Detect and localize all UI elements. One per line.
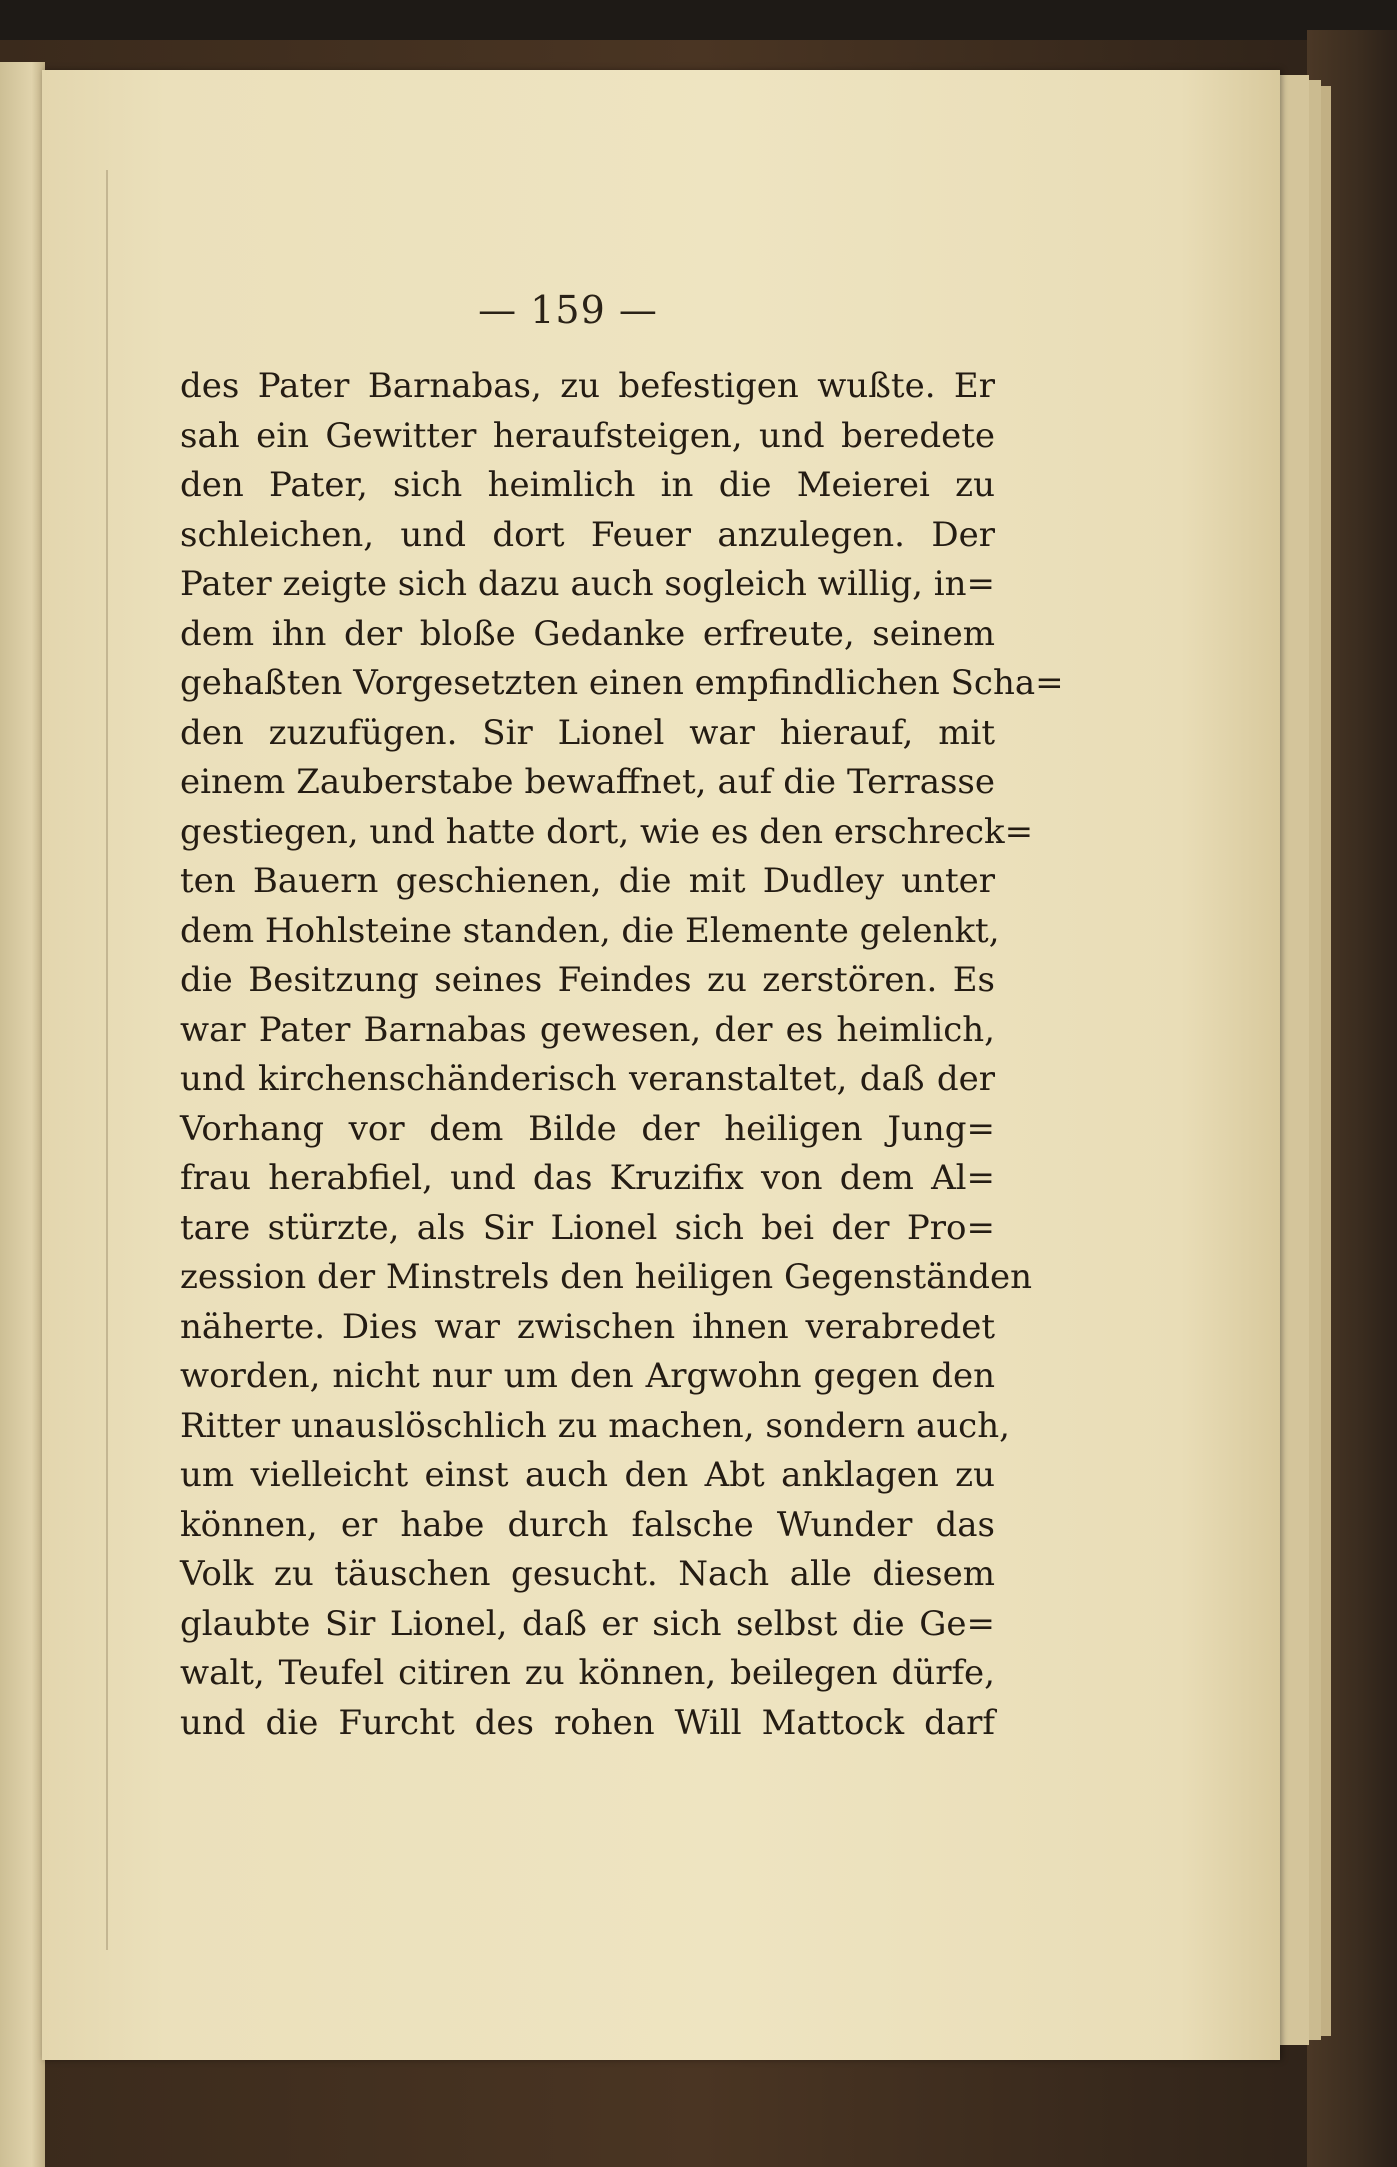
text-line: Ritter unauslöschlich zu machen, sondern auch,: [180, 1405, 1010, 1446]
text-line: walt, Teufel citiren zu können, beilegen dürfe,: [180, 1653, 995, 1693]
text-line: tare stürzte, als Sir Lionel sich bei der Pro=: [180, 1207, 995, 1248]
text-line: war Pater Barnabas gewesen, der es heimlich,: [180, 1009, 995, 1050]
text-line: worden, nicht nur um den Argwohn gegen den: [180, 1356, 995, 1396]
text-line: sah ein Gewitter heraufsteigen, und beredete: [180, 415, 995, 456]
text-line: dem ihn der bloße Gedanke erfreute, seinem: [180, 613, 995, 654]
page-number: — 159 —: [478, 288, 658, 332]
text-line: gehaßten Vorgesetzten einen empfindlichen Scha=: [180, 663, 1064, 703]
text-line: des Pater Barnabas, zu befestigen wußte. Er: [180, 366, 995, 406]
text-line: die Besitzung seines Feindes zu zerstören. Es: [180, 960, 995, 1000]
text-line: den zuzufügen. Sir Lionel war hierauf, mit: [180, 712, 995, 753]
text-line: den Pater, sich heimlich in die Meierei zu: [180, 465, 995, 505]
gutter-shadow: [106, 170, 108, 1950]
text-line: um vielleicht einst auch den Abt anklagen zu: [180, 1455, 995, 1495]
text-line: können, er habe durch falsche Wunder das: [180, 1504, 995, 1545]
text-line: frau herabfiel, und das Kruzifix von dem Al=: [180, 1158, 995, 1198]
text-line: gestiegen, und hatte dort, wie es den erschreck=: [180, 811, 1034, 852]
text-line: glaubte Sir Lionel, daß er sich selbst die Ge=: [180, 1603, 995, 1644]
text-line: und die Furcht des rohen Will Mattock darf: [180, 1702, 995, 1743]
facing-page-edge: [0, 62, 45, 2167]
text-line: Volk zu täuschen gesucht. Nach alle diesem: [180, 1554, 995, 1594]
body-text: [180, 362, 1064, 1748]
text-line: Vorhang vor dem Bilde der heiligen Jung=: [180, 1108, 995, 1149]
text-line: dem Hohlsteine standen, die Elemente gelenkt,: [180, 910, 1000, 951]
text-line: ten Bauern geschienen, die mit Dudley unter: [180, 861, 995, 901]
text-line: und kirchenschänderisch veranstaltet, daß der: [180, 1059, 995, 1099]
text-line: näherte. Dies war zwischen ihnen verabredet: [180, 1306, 995, 1347]
text-line: einem Zauberstabe bewaffnet, auf die Terrasse: [180, 762, 995, 802]
text-line: Pater zeigte sich dazu auch sogleich willig, in=: [180, 564, 995, 604]
text-line: schleichen, und dort Feuer anzulegen. Der: [180, 514, 995, 555]
text-line: zession der Minstrels den heiligen Gegenständen: [180, 1257, 1033, 1297]
